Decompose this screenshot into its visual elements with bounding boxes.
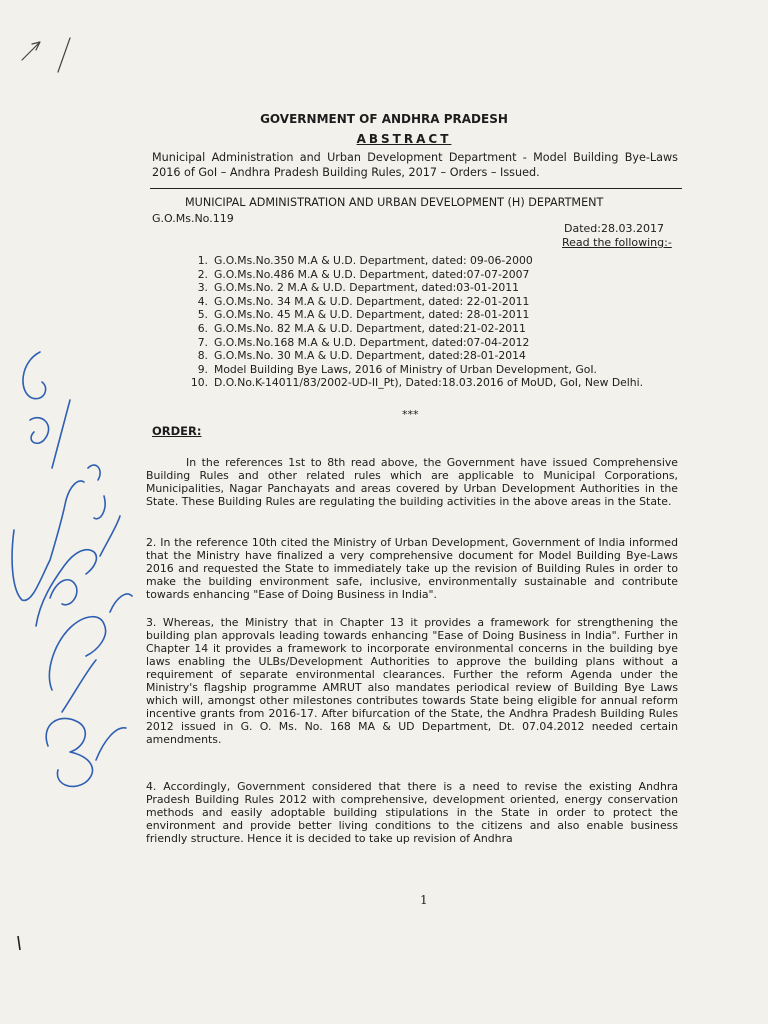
reference-text: Model Building Bye Laws, 2016 of Ministry of Urban Development, GoI. — [214, 362, 597, 376]
reference-text: D.O.No.K-14011/83/2002-UD-II_Pt), Dated:18.03.2016 of MoUD, GoI, New Delhi. — [214, 376, 644, 390]
reference-number: 7. — [197, 335, 208, 349]
reference-text: G.O.Ms.No. 30 M.A & U.D. Department, dated:28-01-2014 — [214, 349, 526, 363]
list-item — [184, 336, 664, 350]
order-heading: ORDER: — [152, 424, 202, 438]
list-item — [184, 349, 664, 363]
reference-text: G.O.Ms.No.168 M.A & U.D. Department, dated:07-04-2012 — [214, 335, 530, 349]
reference-text: G.O.Ms.No.486 M.A & U.D. Department, dated:07-07-2007 — [214, 267, 530, 281]
government-heading: GOVERNMENT OF ANDHRA PRADESH — [260, 112, 508, 126]
blue-ink-marginalia — [12, 352, 132, 786]
paragraph-1: In the references 1st to 8th read above, the Government have issued Comprehensive Building Rules and other related rules which are applicable to Municipal Corporations, Municipalities, Nagar Panchayats and areas covered by Urban Development Authorities in the State. These Building Rules are regulating the building activities in the above areas in the State. — [146, 456, 678, 508]
go-number: G.O.Ms.No.119 — [152, 212, 234, 225]
subject-line: Municipal Administration and Urban Development Department - Model Building Bye-Laws 2016 of GoI – Andhra Pradesh Building Rules, 2017 – Orders – Issued. — [152, 151, 678, 179]
reference-text: G.O.Ms.No. 82 M.A & U.D. Department, dated:21-02-2011 — [214, 321, 526, 335]
reference-number: 8. — [197, 349, 208, 363]
reference-text: G.O.Ms.No. 45 M.A & U.D. Department, dated: 28-01-2011 — [214, 308, 530, 322]
list-item — [184, 295, 664, 309]
paragraph-3: 3. Whereas, the Ministry that in Chapter 13 it provides a framework for strengthening the building plan approvals leading towards enhancing "Ease of Doing Business in India". Further in Chapter 14 it provides a framework to incorporate environmental concerns in the building bye laws enabling the ULBs/Development Authorities to approve the building plans without a requirement of separate environmental clearances. Further the reform Agenda under the Ministry's flagship programme AMRUT also mandates periodical review of Building Bye Laws which will, amongst other milestones contributes towards State being eligible for annual reform incentive grants from 2016-17. After bifurcation of the State, the Andhra Pradesh Building Rules 2012 issued in G. O. Ms. No. 168 MA & UD Department, Dt. 07.04.2012 needed certain amendments. — [146, 616, 678, 746]
list-item — [184, 322, 664, 336]
reference-number: 4. — [197, 294, 208, 308]
reference-text: G.O.Ms.No. 2 M.A & U.D. Department, dated:03-01-2011 — [214, 281, 520, 295]
list-item — [184, 268, 664, 282]
reference-number: 2. — [197, 267, 208, 281]
separator-stars: *** — [402, 408, 419, 421]
top-left-pencil-mark — [22, 38, 70, 72]
list-item — [184, 308, 664, 322]
reference-number: 10. — [190, 376, 208, 390]
paragraph-4: 4. Accordingly, Government considered that there is a need to revise the existing Andhra Pradesh Building Rules 2012 with comprehensive, development oriented, energy conservation methods and easily adoptable building stipulations in the State in order to protect the environment and provide better living conditions to the citizens and also enable business friendly structure. Hence it is decided to take up revision of Andhra — [146, 780, 678, 845]
paragraph-2: 2. In the reference 10th cited the Ministry of Urban Development, Government of India informed that the Ministry have finalized a very comprehensive document for Model Building Bye-Laws 2016 and requested the State to immediately take up the revision of Building Rules in order to make the building environment safe, inclusive, environmentally sustainable and contribute towards enhancing "Ease of Doing Business in India". — [146, 536, 678, 601]
reference-text: G.O.Ms.No. 34 M.A & U.D. Department, dated: 22-01-2011 — [214, 294, 530, 308]
reference-number: 5. — [197, 308, 208, 322]
list-item — [184, 281, 664, 295]
department-title: MUNICIPAL ADMINISTRATION AND URBAN DEVELOPMENT (H) DEPARTMENT — [185, 196, 604, 209]
reference-number: 9. — [197, 362, 208, 376]
read-the-following: Read the following:- — [562, 236, 672, 249]
list-item — [184, 363, 664, 377]
order-date: Dated:28.03.2017 — [564, 222, 664, 235]
reference-number: 6. — [197, 321, 208, 335]
reference-number: 1. — [197, 254, 208, 267]
page-number: 1 — [420, 893, 428, 907]
divider-rule — [150, 188, 682, 189]
bottom-left-mark — [18, 936, 20, 950]
reference-number: 3. — [197, 281, 208, 295]
list-item — [184, 254, 664, 268]
references-list — [184, 254, 664, 390]
list-item — [184, 376, 664, 390]
reference-text: G.O.Ms.No.350 M.A & U.D. Department, dated: 09-06-2000 — [214, 254, 533, 267]
abstract-heading: ABSTRACT — [356, 132, 452, 146]
